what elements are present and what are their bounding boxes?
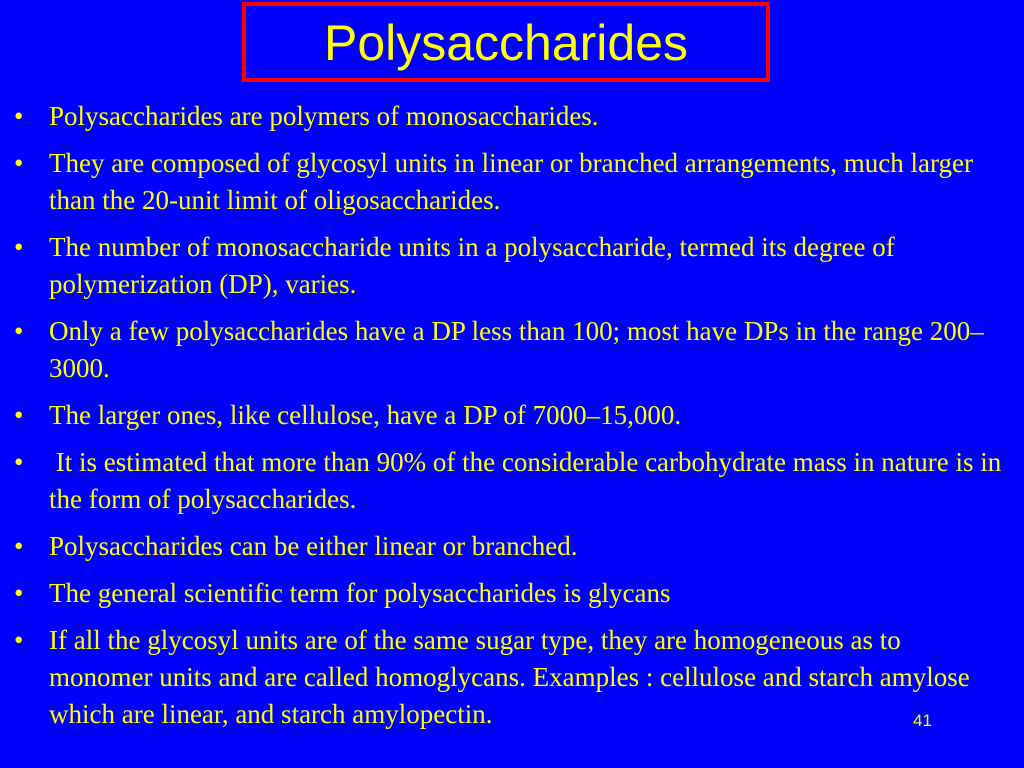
- bullet-marker-icon: •: [14, 148, 24, 178]
- bullet-item: [0, 528, 1010, 565]
- bullet-item: [0, 313, 1010, 387]
- bullet-text: Only a few polysaccharides have a DP less than 100; most have DPs in the range 200–3000.: [49, 316, 984, 383]
- bullet-text: Polysaccharides are polymers of monosaccharides.: [49, 101, 599, 131]
- bullet-marker-icon: •: [14, 447, 24, 477]
- bullet-item: [0, 229, 1010, 303]
- bullet-item: [0, 444, 1010, 518]
- bullet-item: [0, 622, 1010, 733]
- bullet-marker-icon: •: [14, 400, 24, 430]
- bullet-marker-icon: •: [14, 531, 24, 561]
- title-box: [242, 2, 770, 82]
- bullet-list: [0, 98, 1010, 743]
- bullet-text: It is estimated that more than 90% of the considerable carbohydrate mass in nature is in the form of polysaccharides.: [49, 447, 1008, 514]
- bullet-marker-icon: •: [14, 316, 24, 346]
- bullet-text: They are composed of glycosyl units in linear or branched arrangements, much larger than the 20-unit limit of oligosaccharides.: [49, 148, 980, 215]
- bullet-marker-icon: •: [14, 101, 24, 131]
- bullet-text: The number of monosaccharide units in a polysaccharide, termed its degree of polymerization (DP), varies.: [49, 232, 902, 299]
- bullet-item: [0, 145, 1010, 219]
- bullet-item: [0, 98, 1010, 135]
- bullet-item: [0, 397, 1010, 434]
- bullet-text: The general scientific term for polysaccharides is glycans: [49, 578, 671, 608]
- bullet-marker-icon: •: [14, 625, 24, 655]
- bullet-text: The larger ones, like cellulose, have a DP of 7000–15,000.: [49, 400, 682, 430]
- bullet-text: Polysaccharides can be either linear or branched.: [49, 531, 578, 561]
- page-number: 41: [913, 711, 932, 730]
- bullet-item: [0, 575, 1010, 612]
- bullet-marker-icon: •: [14, 232, 24, 262]
- bullet-marker-icon: •: [14, 578, 24, 608]
- bullet-text: If all the glycosyl units are of the same sugar type, they are homogeneous as to monomer units and are called homoglycans. Examples : cellulose and starch amylose which are linear, and starch amylopectin.: [49, 625, 977, 729]
- slide-title: Polysaccharides: [323, 15, 689, 71]
